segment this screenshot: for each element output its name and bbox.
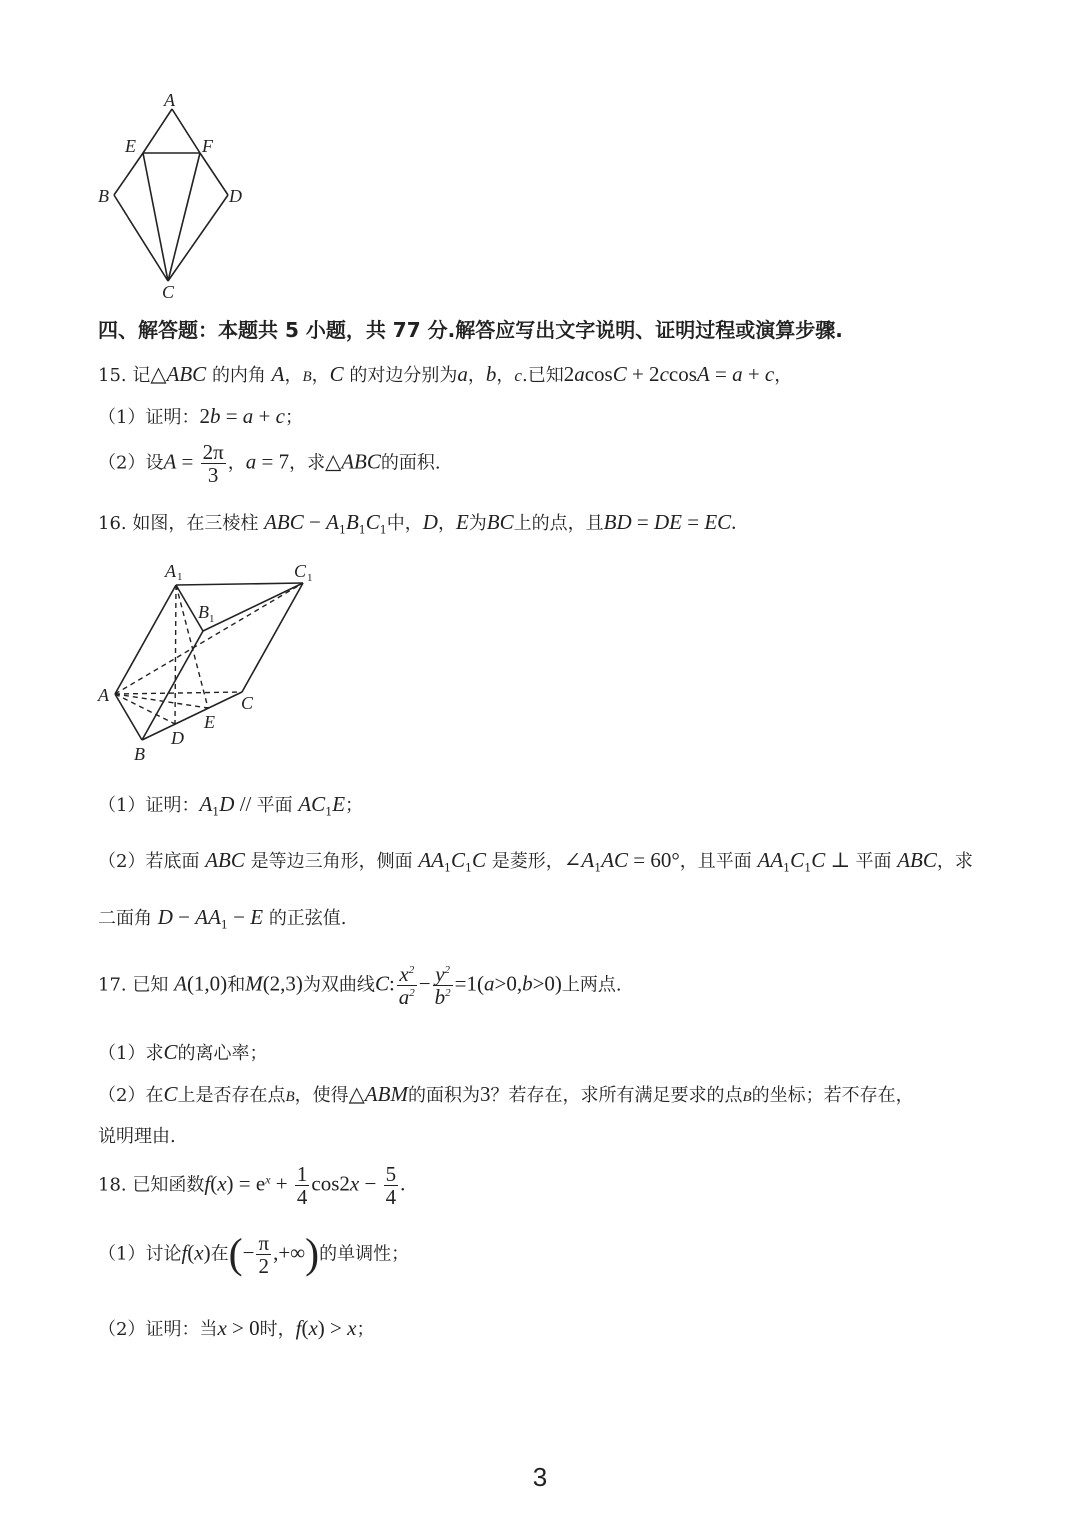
svg-text:1: 1	[177, 571, 183, 583]
label-c1: C	[294, 561, 307, 581]
q16-part1: （1）证明：$A_1D$ // 平面 $AC_1E$；	[98, 792, 364, 819]
q18-part1: （1）讨论f(x)在(− $\frac{\pi}{2}$ ,+∞)的单调性；	[98, 1231, 410, 1279]
label-a1: A	[165, 561, 176, 581]
q17-stem: 17. 已知 A(1,0)和M(2,3)为双曲线C: $\frac{x^2}{a^2}$ − $\frac{y^2}{b^2}$ =1(a>0,b>0)上两点.	[98, 962, 622, 1010]
page-number: 3	[532, 1462, 548, 1492]
label-a: A	[98, 685, 109, 705]
q17-part1: （1）求C的离心率；	[98, 1040, 268, 1064]
figure-prism-diagram	[95, 558, 335, 768]
label-b: B	[98, 186, 109, 206]
q18-part2: （2）证明：当x > 0时，f(x) > x；	[98, 1316, 375, 1340]
figure-kite-diagram	[90, 85, 260, 305]
section-heading: 四、解答题：本题共 5 小题，共 77 分.解答应写出文字说明、证明过程或演算步骤.	[98, 318, 843, 342]
label-e: E	[125, 136, 136, 156]
svg-text:1: 1	[209, 613, 215, 625]
q16-part2-cont: 二面角 $D - AA_1 - E$ 的正弦值.	[98, 905, 347, 932]
q15-part1: （1）证明：2b = a + c；	[98, 404, 303, 428]
q15-stem: 15. 记△ABC 的内角 A，B，C 的对边分别为a，b，c.已知2acosC + 2ccosA = a + c，	[98, 362, 793, 386]
label-c: C	[162, 282, 175, 302]
q16-stem: 16. 如图，在三棱柱 ABC − $A_1B_1C_1$中，D，E为BC上的点，且BD = DE = EC.	[98, 510, 737, 537]
label-c: C	[241, 693, 254, 713]
q15-part2: （2）设A = $\frac{2\pi}{3}$ ，a = 7，求△ABC的面积.	[98, 440, 441, 488]
q16-part2: （2）若底面 ABC 是等边三角形，侧面 $AA_1C_1C$ 是菱形，$\angle A_1AC = 60^\circ$，且平面 $AA_1C_1C$ ⊥ 平面 ABC，求	[98, 848, 973, 875]
q17-part2: （2）在C上是否存在点B，使得△ABM的面积为3？若存在，求所有满足要求的点B的坐标；若不存在，	[98, 1082, 914, 1106]
label-e: E	[204, 712, 215, 732]
q17-part2-cont: 说明理由.	[98, 1126, 176, 1147]
svg-text:1: 1	[307, 572, 313, 584]
label-a: A	[164, 90, 175, 110]
q18-stem: 18. 已知函数$f(x) = e^x$ + $\frac{1}{4}$ cos2x − $\frac{5}{4}$ .	[98, 1162, 406, 1210]
label-b: B	[134, 744, 145, 764]
label-b1: B	[198, 602, 209, 622]
label-d: D	[229, 186, 242, 206]
label-f: F	[202, 136, 213, 156]
label-d: D	[171, 728, 184, 748]
